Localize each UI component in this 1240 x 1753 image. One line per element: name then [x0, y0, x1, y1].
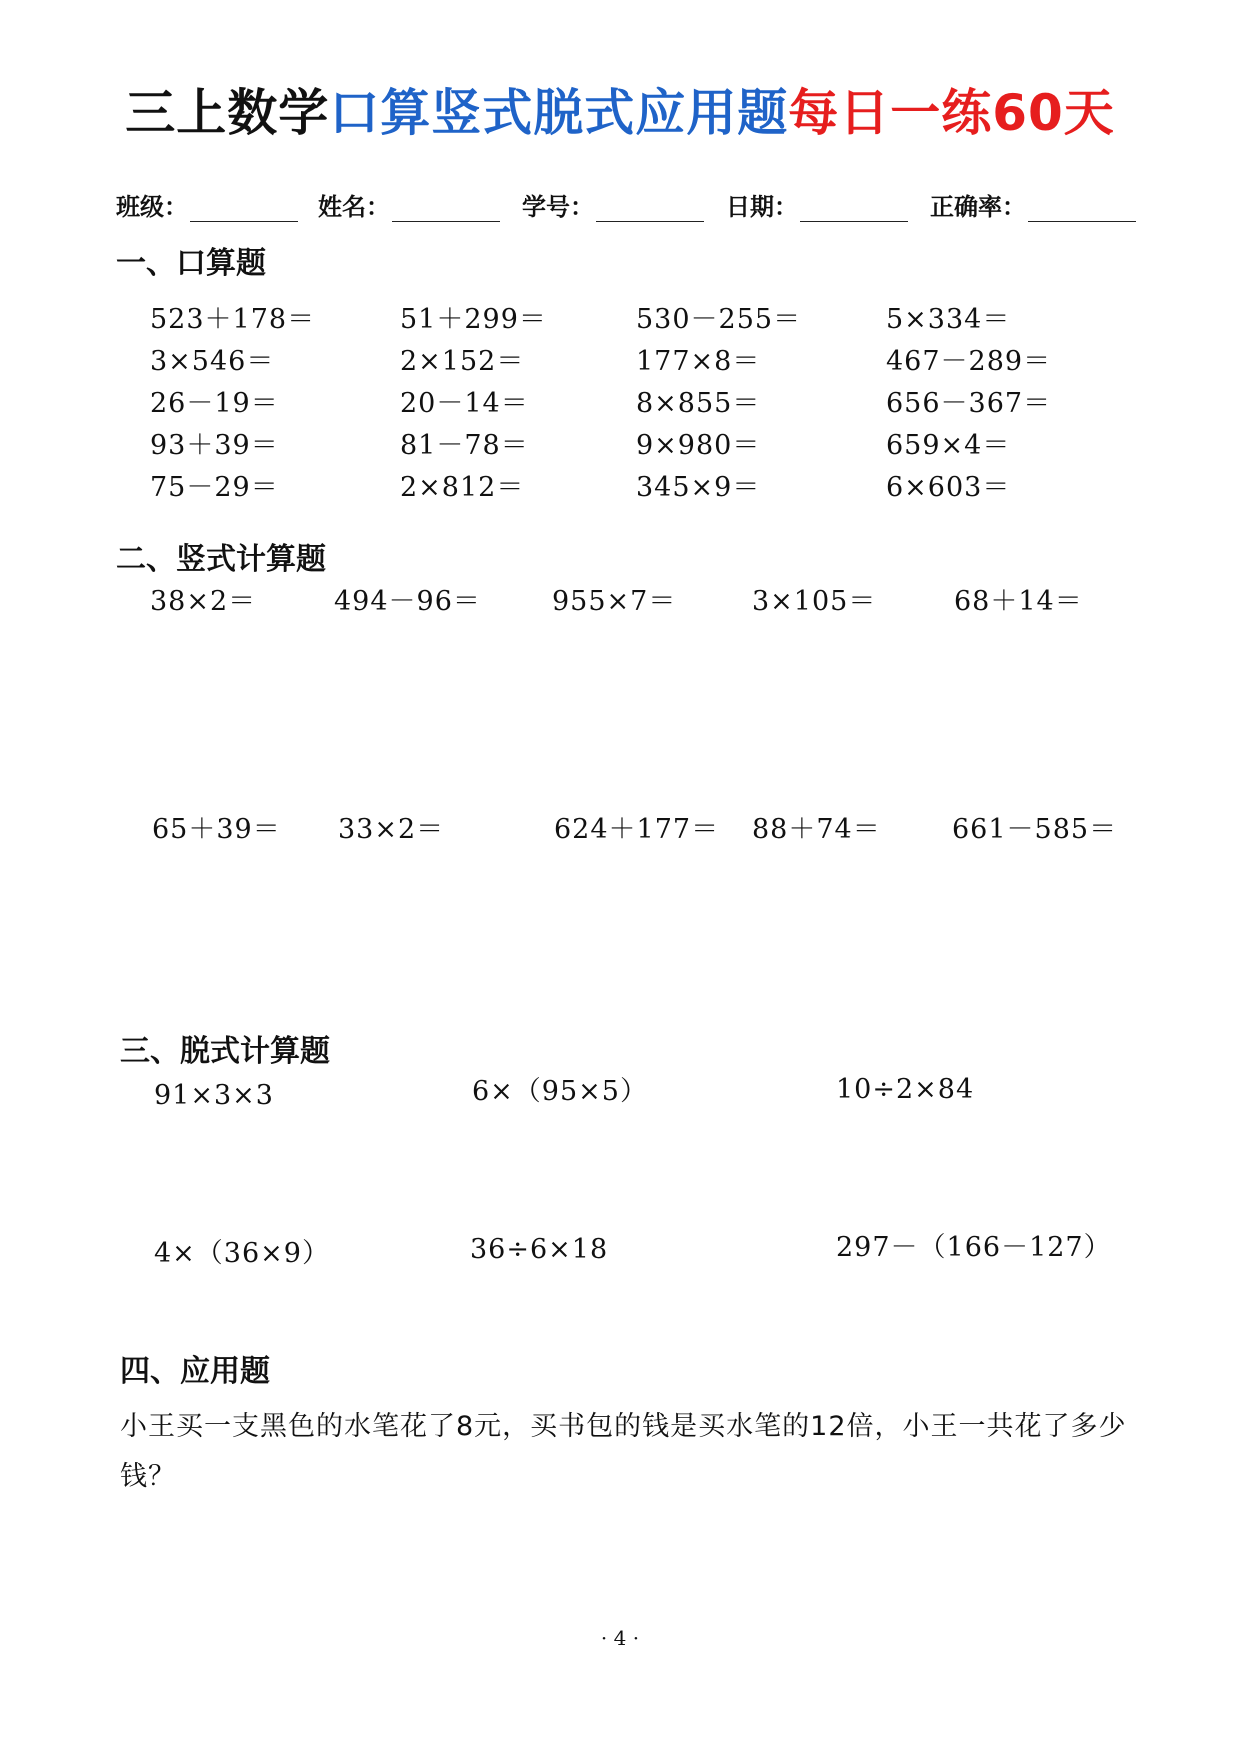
title-part-subject: 三上数学: [125, 84, 330, 142]
vertical-problem: 38×2＝: [150, 586, 257, 617]
vertical-problem: 661－585＝: [952, 814, 1118, 845]
section-heading-vertical-calc: 二、竖式计算题: [116, 542, 326, 577]
mental-problem: 81－78＝: [400, 430, 529, 461]
vertical-problem: 955×7＝: [552, 586, 677, 617]
mental-problem: 75－29＝: [150, 472, 279, 503]
name-label: 姓名：: [318, 193, 390, 221]
step-problem: 4×（36×9）: [154, 1238, 330, 1269]
section-heading-step-calc: 三、脱式计算题: [120, 1034, 330, 1069]
word-problem-text: 小王买一支黑色的水笔花了8元，买书包的钱是买水笔的12倍，小王一共花了多少钱？: [120, 1411, 1127, 1492]
class-field[interactable]: [116, 182, 298, 222]
mental-problem: 467－289＝: [886, 346, 1052, 377]
student-id-blank[interactable]: [596, 197, 704, 222]
name-blank[interactable]: [392, 197, 500, 222]
mental-problem: 2×812＝: [400, 472, 525, 503]
date-blank[interactable]: [800, 197, 908, 222]
vertical-problem: 3×105＝: [752, 586, 877, 617]
vertical-problem: 88＋74＝: [752, 814, 881, 845]
mental-problem: 177×8＝: [636, 346, 761, 377]
mental-problem: 3×546＝: [150, 346, 275, 377]
section-heading-word-problem: 四、应用题: [120, 1354, 270, 1389]
mental-problem: 93＋39＝: [150, 430, 279, 461]
student-id-field[interactable]: [522, 182, 704, 222]
step-problem: 10÷2×84: [836, 1074, 975, 1105]
title-part-topics: 口算竖式脱式应用题: [329, 84, 789, 142]
section-heading-mental-math: 一、口算题: [116, 246, 266, 281]
class-label: 班级：: [116, 193, 188, 221]
step-problem: 91×3×3: [154, 1080, 274, 1111]
mental-problem: 6×603＝: [886, 472, 1011, 503]
title-part-daily: 每日一练60天: [788, 84, 1115, 142]
accuracy-field[interactable]: [930, 182, 1136, 222]
mental-problem: 659×4＝: [886, 430, 1011, 461]
vertical-problem: 624＋177＝: [554, 814, 720, 845]
student-id-label: 学号：: [522, 193, 594, 221]
accuracy-blank[interactable]: [1028, 197, 1136, 222]
accuracy-label: 正确率：: [930, 193, 1026, 221]
mental-problem: 2×152＝: [400, 346, 525, 377]
step-problem: 297－（166－127）: [836, 1232, 1112, 1263]
mental-problem: 26－19＝: [150, 388, 279, 419]
vertical-problem: 33×2＝: [338, 814, 445, 845]
mental-problem: 523＋178＝: [150, 304, 316, 335]
mental-problem: 20－14＝: [400, 388, 529, 419]
mental-problem: 8×855＝: [636, 388, 761, 419]
mental-problem: 9×980＝: [636, 430, 761, 461]
class-blank[interactable]: [190, 197, 298, 222]
vertical-problem: 494－96＝: [334, 586, 481, 617]
mental-problem: 656－367＝: [886, 388, 1052, 419]
name-field[interactable]: [318, 182, 500, 222]
mental-problem: 51＋299＝: [400, 304, 547, 335]
date-label: 日期：: [726, 193, 798, 221]
mental-problem: 530－255＝: [636, 304, 802, 335]
mental-problem: 5×334＝: [886, 304, 1011, 335]
page-number: · 4 ·: [600, 1626, 640, 1650]
vertical-problem: 65＋39＝: [152, 814, 281, 845]
step-problem: 6×（95×5）: [472, 1076, 648, 1107]
worksheet-title: [0, 78, 1240, 148]
mental-problem: 345×9＝: [636, 472, 761, 503]
step-problem: 36÷6×18: [470, 1234, 609, 1265]
vertical-problem: 68＋14＝: [954, 586, 1083, 617]
date-field[interactable]: [726, 182, 908, 222]
